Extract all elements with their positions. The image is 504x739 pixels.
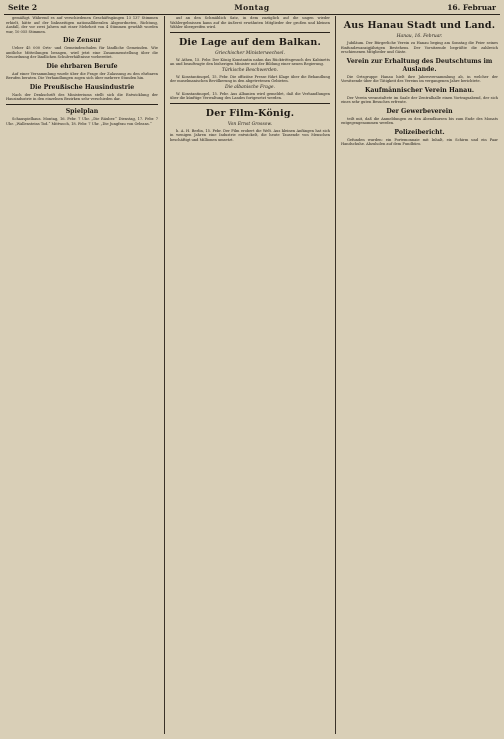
section-heading: Verein zur Erhaltung des Deutschtums im Auslande. [346,57,493,73]
column-right [341,16,498,736]
page-header [4,2,500,15]
section-heading: Der Gewerbeverein [386,107,453,115]
section-heading: Polizeibericht. [394,128,445,136]
section-heading: Die ehrbaren Berufe [46,62,118,70]
article-text: Nach der Denkschrift des Ministeriums stellt sich die Entwicklung der Hausindustrie in den einzelnen Bezirken sehr verschieden dar. [6,92,158,102]
headline-balkan: Die Lage auf dem Balkan. [178,36,322,48]
subheading: Türkische Beschwerden. [221,67,279,73]
section-heading: Spielplan [65,108,99,116]
article-text: Die Ortsgruppe Hanau hielt ihre Jahresversammlung ab, in welcher der Vorsitzende über die Tätigkeit des Vereins im vergangenen Jahre berichtete. [341,74,498,84]
section-heading: Die Zensur [62,37,101,45]
headline-hanau: Aus Hanau Stadt und Land. [343,20,496,31]
subheading: Die albanische Frage. [225,84,275,90]
article-text: teilt mit, daß die Anmeldungen zu den Abendkursen bis zum Ende des Monats entgegengenommen werden. [341,116,498,126]
column-left [6,16,158,736]
divider [170,32,330,33]
article-text: Gefunden wurden: ein Portemonnaie mit Inhalt, ein Schirm und ein Paar Handschuhe. Abzuholen auf dem Fundbüro. [341,137,498,147]
headline-film-koenig: Der Film-König. [205,107,295,119]
article-text: Jubiläum. Der Bürgerliche Verein zu Hanau beging am Sonntag die Feier seines fünfundzwanzigjährigen Bestehens. Der Vorsitzende begrüßte die zahlreich erschienenen Mitglieder und Gäste. [341,41,498,55]
column-rule [335,16,336,734]
section-heading: Kaufmännischer Verein Hanau. [365,86,474,94]
divider [6,104,158,105]
column-rule [164,16,165,734]
date: 16. Februar [447,3,496,12]
article-text: h. A. H. Berlin, 15. Febr. Der Film erobert die Welt. Aus kleinen Anfängen hat sich in wenigen Jahren eine Industrie entwickelt, die heute Tausende von Menschen beschäftigt und Millionen umsetzt. [170,128,330,143]
weekday: Montag [234,3,270,12]
section-heading: Die Preußische Hausindustrie [29,83,135,91]
theatre-listing: Schauspielhaus. Montag, 16. Febr. 7 Uhr. „Die Räuber.“ Dienstag, 17. Febr. 7 Uhr. „Wallensteins Tod.“ Mittwoch, 18. Febr. 7 Uhr. „Die Jungfrau von Orleans.“ [6,117,158,126]
article-text: W. Athen, 15. Febr. Der König Konstantin nahm das Rücktrittsgesuch des Kabinetts an und beauftragte den bisherigen Minister mit der Bildung einer neuen Regierung. [170,57,330,67]
column-middle [170,16,330,736]
article-text: auf an den Schmählich Satz, in dem zuzüglich auf die ungen wieder Wahlergebnissen kann auf die äußerst erwähnten Mitglieder der großen und kleinen Wähler übergreifen wird. [170,16,330,30]
divider [170,103,330,104]
dateline: Hanau, 16. Februar. [396,34,443,39]
page-number: Seite 2 [8,3,38,12]
article-text: gemäßigt. Während es auf verschiedenen Geschäftsgängen 13 137 Stimmen erhielt, hätte auf der linksseitigen nationalliberalen Abgeordneten, Richtung, Ausfall, der vor zwei Jahren mit einer Mehrheit von 4 Stimmen gewählt worden war, 10 055 Stimmen. [6,16,158,34]
article-text: Der Verein veranstaltete im Saale der Zentralhalle einen Vortragsabend, der sich eines sehr guten Besuches erfreute. [341,95,498,105]
article-text: Auf einer Versammlung wurde über die Frage der Zulassung zu den ehrbaren Berufen beraten. Die Verhandlungen zogen sich über mehrere Stunden hin. [6,71,158,81]
article-text: Ueber 45 000 Orts- und Gemeindeschulen für ländliche Gemeinden. Wie amtliche Mitteilungen besagen, wird jetzt eine Zusammenstellung über die Neuordnung der ländlichen Schulverhältnisse vorbereitet. [6,46,158,60]
article-text: W. Konstantinopel, 15. Febr. Die offiziöse Presse führt Klage über die Behandlung der muselmanischen Bevölkerung in den abgetretenen Gebieten. [170,74,330,84]
subheading: Griechischer Ministerwechsel. [215,50,285,56]
article-text: W. Konstantinopel, 15. Febr. Aus Albanien wird gemeldet, daß die Verhandlungen über die künftige Verwaltung des Landes fortgesetzt werden. [170,91,330,101]
byline: Von Ernst Grossow. [227,121,273,127]
